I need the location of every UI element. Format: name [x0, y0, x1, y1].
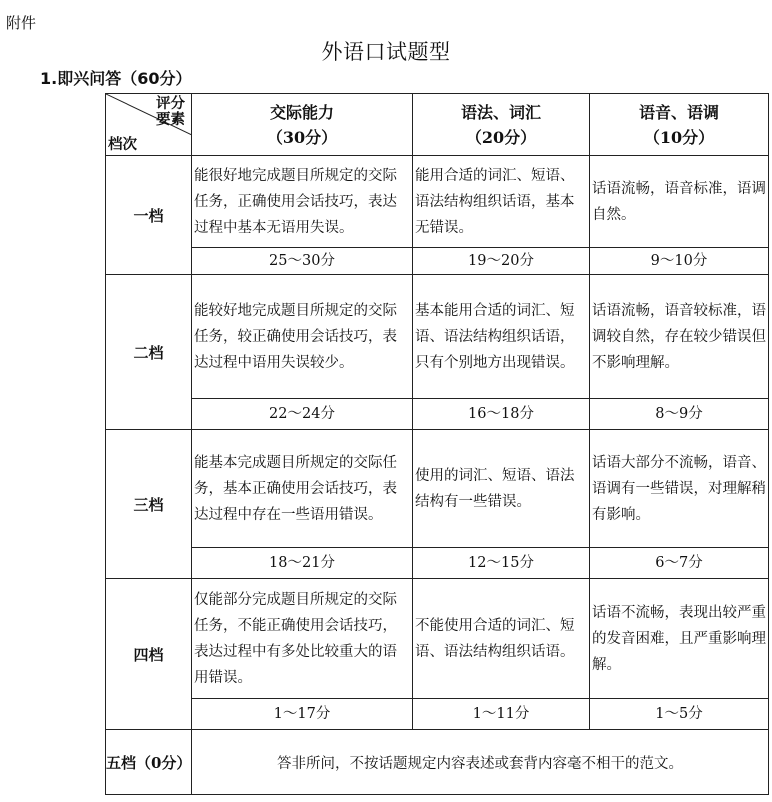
table-row	[106, 730, 769, 795]
column-header-grammar: 语法、词汇 （20分）	[413, 94, 590, 156]
score-row	[106, 248, 769, 275]
desc-cell: 话语流畅，语音较标准，语调较自然，存在较少错误但不影响理解。	[590, 275, 769, 399]
desc-cell: 能很好地完成题目所规定的交际任务，正确使用会话技巧，表达过程中基本无语用失误。	[192, 156, 413, 248]
score-cell: 16～18分	[413, 399, 590, 430]
score-cell: 1～17分	[192, 699, 413, 730]
column-header-pronunciation: 语音、语调 （10分）	[590, 94, 769, 156]
score-cell: 6～7分	[590, 548, 769, 579]
score-cell: 18～21分	[192, 548, 413, 579]
score-cell: 25～30分	[192, 248, 413, 275]
score-cell: 8～9分	[590, 399, 769, 430]
desc-cell: 使用的词汇、短语、语法结构有一些错误。	[413, 430, 590, 548]
page-title: 外语口试题型	[321, 40, 451, 64]
score-row	[106, 699, 769, 730]
table-header-row	[106, 94, 769, 156]
desc-cell: 答非所问，不按话题规定内容表述或套背内容毫不相干的范文。	[192, 730, 769, 795]
score-row	[106, 548, 769, 579]
corner-cell	[106, 94, 192, 156]
score-cell: 12～15分	[413, 548, 590, 579]
score-cell: 22～24分	[192, 399, 413, 430]
level-cell: 二档	[106, 275, 192, 430]
level-cell: 五档（0分）	[106, 730, 192, 795]
level-cell: 四档	[106, 579, 192, 730]
score-row	[106, 399, 769, 430]
scoring-table	[105, 93, 769, 795]
desc-cell: 基本能用合适的词汇、短语、语法结构组织话语，只有个别地方出现错误。	[413, 275, 590, 399]
table-row	[106, 430, 769, 548]
desc-cell: 话语不流畅，表现出较严重的发音困难，且严重影响理解。	[590, 579, 769, 699]
corner-top-label: 评分 要素	[156, 95, 185, 128]
level-cell: 三档	[106, 430, 192, 579]
score-cell: 19～20分	[413, 248, 590, 275]
table-row	[106, 275, 769, 399]
desc-cell: 仅能部分完成题目所规定的交际任务，不能正确使用会话技巧，表达过程中有多处比较重大的语用错误。	[192, 579, 413, 699]
table-row	[106, 156, 769, 248]
section-heading: 1.即兴问答（60分）	[40, 69, 192, 88]
score-cell: 1～5分	[590, 699, 769, 730]
score-cell: 9～10分	[590, 248, 769, 275]
table-row	[106, 579, 769, 699]
score-cell: 1～11分	[413, 699, 590, 730]
desc-cell: 能较好地完成题目所规定的交际任务，较正确使用会话技巧，表达过程中语用失误较少。	[192, 275, 413, 399]
attachment-label: 附件	[6, 14, 37, 32]
desc-cell: 能基本完成题目所规定的交际任务，基本正确使用会话技巧，表达过程中存在一些语用错误。	[192, 430, 413, 548]
desc-cell: 不能使用合适的词汇、短语、语法结构组织话语。	[413, 579, 590, 699]
desc-cell: 能用合适的词汇、短语、语法结构组织话语，基本无错误。	[413, 156, 590, 248]
corner-level-label: 档次	[108, 136, 137, 153]
level-cell: 一档	[106, 156, 192, 275]
column-header-communication: 交际能力 （30分）	[192, 94, 413, 156]
desc-cell: 话语流畅，语音标准，语调自然。	[590, 156, 769, 248]
desc-cell: 话语大部分不流畅，语音、语调有一些错误，对理解稍有影响。	[590, 430, 769, 548]
